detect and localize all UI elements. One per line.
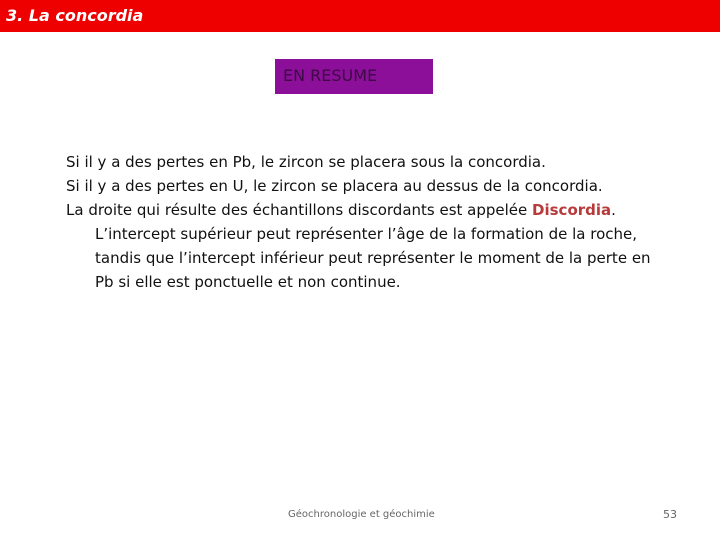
discordia-explanation-text: . L’intercept supérieur peut représenter l’âge de la formation de la roche, tandis que l’intercept inférieur peut représenter le moment de la perte en Pb si elle est ponctuelle et non continue.	[95, 201, 651, 291]
footer-text: Géochronologie et géochimie	[288, 509, 435, 520]
content-line-pb-loss: Si il y a des pertes en Pb, le zircon se placera sous la concordia.	[66, 153, 546, 171]
content-paragraph-discordia	[66, 198, 666, 294]
slide-content	[66, 150, 666, 294]
summary-box	[275, 59, 433, 94]
title-bar	[0, 0, 720, 32]
slide-title: 3. La concordia	[6, 6, 144, 25]
discordia-intro-text: La droite qui résulte des échantillons discordants est appelée	[66, 201, 533, 219]
summary-label: EN RESUME	[283, 66, 378, 85]
page-number: 53	[663, 508, 677, 521]
discordia-highlight: Discordia	[532, 201, 612, 219]
content-line-u-loss: Si il y a des pertes en U, le zircon se placera au dessus de la concordia.	[66, 177, 603, 195]
